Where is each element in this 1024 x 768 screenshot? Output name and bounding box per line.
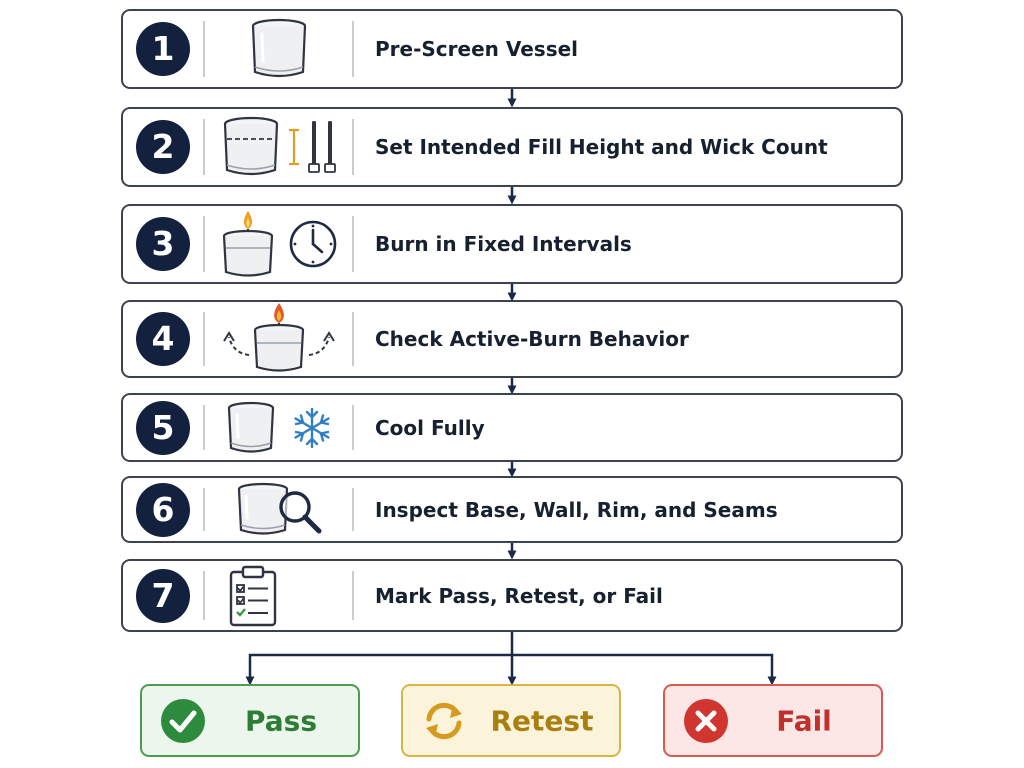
divider [352, 216, 354, 272]
glass-vessel-icon [249, 17, 309, 81]
step-5 [121, 393, 903, 462]
outcome-fail [663, 684, 883, 757]
fill-line-vessel-icon [221, 115, 281, 179]
step-label: Cool Fully [375, 415, 485, 440]
step-6 [121, 476, 903, 543]
clock-icon [288, 219, 338, 269]
divider [352, 21, 354, 77]
retest-arrows-icon [420, 697, 468, 745]
step-label: Set Intended Fill Height and Wick Count [375, 135, 828, 159]
step-number-badge: 3 [136, 217, 190, 271]
outcome-pass [140, 684, 360, 757]
step-label: Burn in Fixed Intervals [375, 232, 632, 256]
lit-candle-icon [220, 208, 276, 280]
step-icon-area [205, 395, 352, 460]
step-number-badge: 7 [136, 569, 190, 623]
height-marker-icon [287, 127, 301, 167]
divider [352, 312, 354, 366]
step-number-badge: 1 [136, 22, 190, 76]
divider [352, 488, 354, 531]
step-icon-area [205, 302, 352, 376]
burning-candle-with-arrows-icon [219, 301, 339, 377]
step-7 [121, 559, 903, 632]
check-circle-icon [159, 697, 207, 745]
outcome-label: Pass [245, 704, 317, 737]
step-icon-area [205, 561, 374, 630]
step-2 [121, 107, 903, 187]
step-label: Inspect Base, Wall, Rim, and Seams [375, 497, 778, 522]
step-3 [121, 204, 903, 284]
connector-7-pass [250, 655, 512, 681]
x-circle-icon [682, 697, 730, 745]
connector-7-fail [512, 655, 772, 681]
glass-vessel-icon [225, 400, 277, 456]
magnifier-icon [281, 493, 319, 531]
step-icon-area [205, 478, 352, 541]
divider [352, 119, 354, 175]
divider [352, 571, 354, 620]
clipboard-checklist-icon [227, 565, 279, 627]
divider [352, 405, 354, 450]
wick-pair-icon [307, 119, 337, 175]
outcome-retest [401, 684, 621, 757]
step-4 [121, 300, 903, 378]
step-label: Check Active-Burn Behavior [375, 327, 689, 351]
step-icon-area [205, 11, 352, 87]
step-label: Mark Pass, Retest, or Fail [375, 583, 663, 608]
outcome-label: Retest [490, 704, 594, 737]
step-label: Pre-Screen Vessel [375, 37, 579, 61]
step-number-badge: 4 [136, 312, 190, 366]
outcome-label: Fail [776, 704, 832, 737]
step-number-badge: 5 [136, 401, 190, 455]
vessel-with-magnifier [229, 480, 329, 540]
step-number-badge: 2 [136, 120, 190, 174]
snowflake-icon [291, 407, 333, 449]
step-icon-area [205, 206, 352, 282]
step-number-badge: 6 [136, 483, 190, 537]
step-1 [121, 9, 903, 89]
step-icon-area [205, 109, 352, 185]
